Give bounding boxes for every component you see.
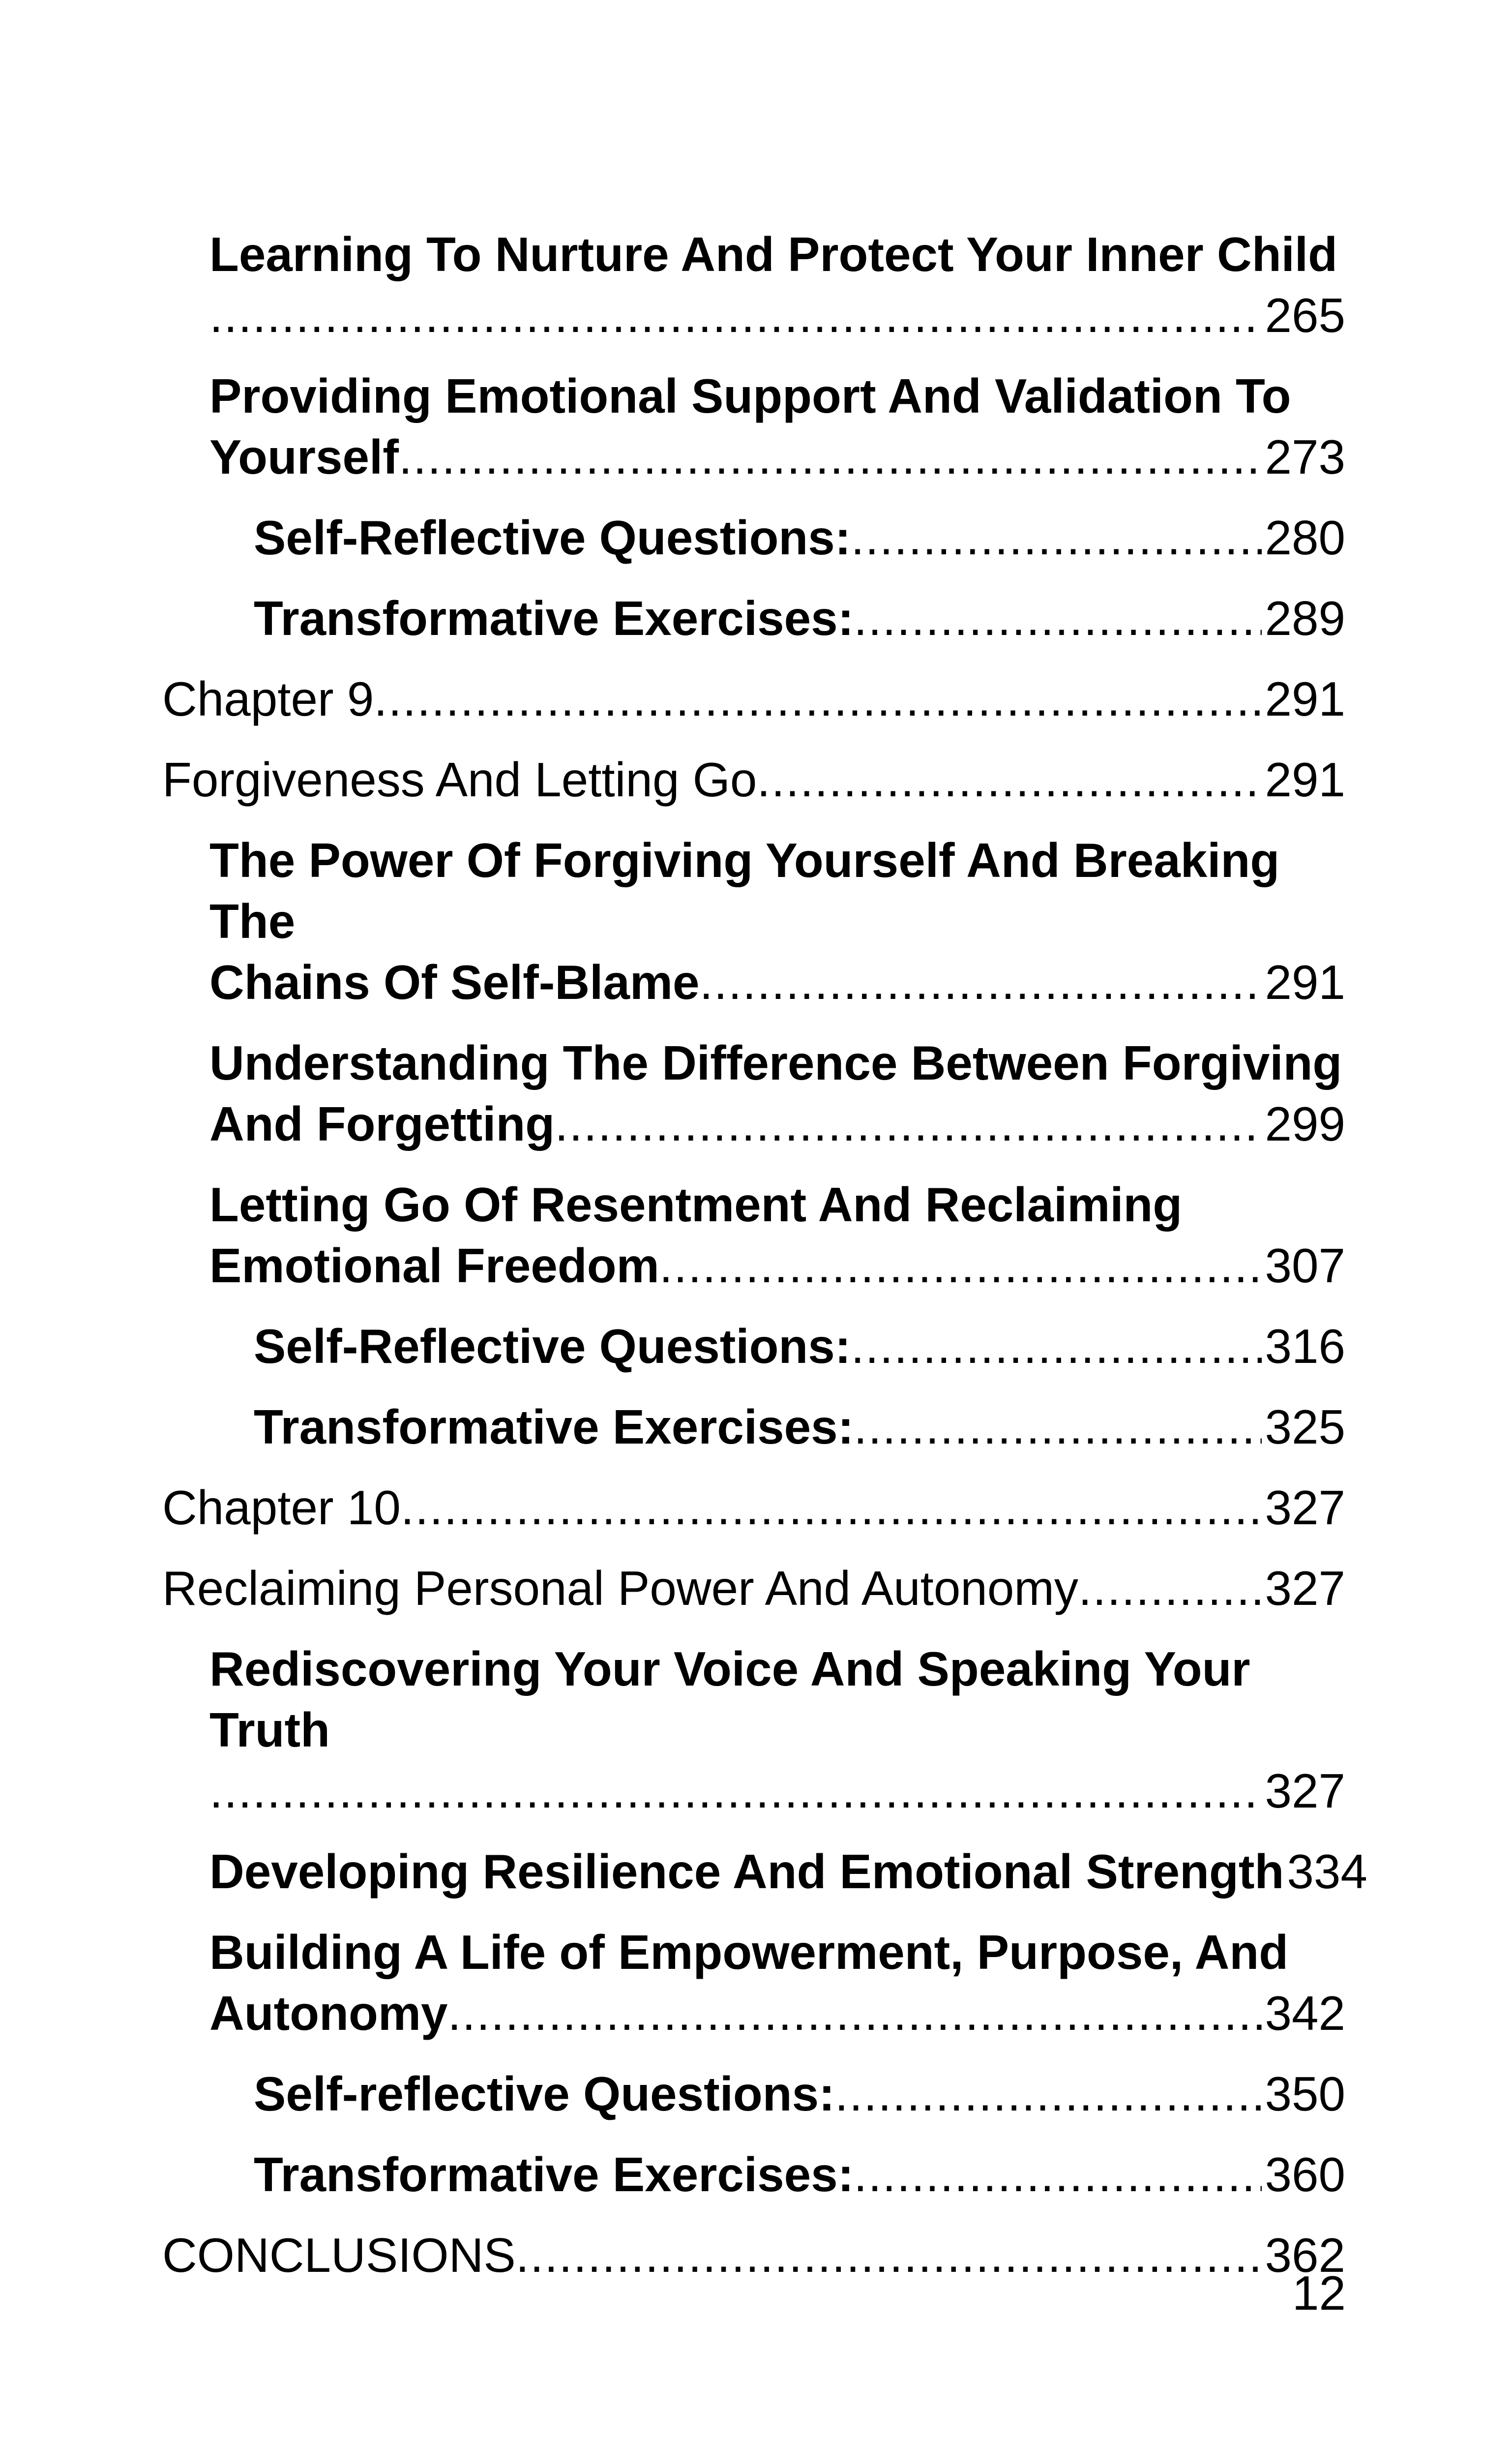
toc-page-number: 334 [1287,1844,1367,1899]
toc-entry-title: Self-Reflective Questions: [254,1319,851,1373]
toc-entry-title: Transformative Exercises: [254,1400,854,1454]
dot-leader [854,588,1262,649]
toc-entry-last-line [162,1477,1345,1538]
toc-entry-last-line [254,588,1345,649]
dot-leader [757,749,1262,810]
dot-leader [401,1477,1262,1538]
toc-entry-last-line [209,1983,1345,2044]
toc-entry-title-line: Rediscovering Your Voice And Speaking Your Truth [209,1642,1250,1757]
toc-page-number: 327 [1265,1480,1345,1535]
toc-page-number: 342 [1265,1986,1345,2040]
dot-leader [835,2063,1262,2124]
toc-entry-title: Self-reflective Questions: [254,2067,835,2121]
toc-entry[interactable] [162,588,1345,649]
toc-entry[interactable] [162,1638,1345,1821]
toc-page-number: 273 [1265,430,1345,484]
toc-page-number: 291 [1265,955,1345,1009]
toc-entry-title-line: Letting Go Of Resentment And Reclaiming [209,1177,1183,1232]
dot-leader [209,285,1262,346]
toc-entry-title: Chains Of Self-Blame [209,955,700,1009]
toc-page-number: 299 [1265,1097,1345,1151]
toc-entry-last-line [254,2144,1345,2205]
dot-leader [1078,1558,1262,1619]
toc-entry[interactable] [162,1922,1345,2044]
toc-entry-last-line [162,1558,1345,1619]
toc-page-number: 360 [1265,2147,1345,2202]
toc-entry-title: Emotional Freedom [209,1238,659,1293]
dot-leader [448,1983,1262,2044]
toc-page-number: 289 [1265,591,1345,645]
toc-entry[interactable] [162,830,1345,1013]
toc-entry-title-line: The Power Of Forgiving Yourself And Breaking The [209,833,1280,948]
toc-entry-last-line [254,1396,1345,1457]
toc-entry[interactable] [162,668,1345,729]
toc-entry-last-line [209,285,1345,346]
dot-leader [399,426,1262,487]
toc-page-number: 350 [1265,2067,1345,2121]
dot-leader [851,507,1262,568]
toc-entry-title-line: Learning To Nurture And Protect Your Inner Child [209,227,1338,281]
dot-leader [700,952,1262,1013]
toc-entry-title: Chapter 10 [162,1480,401,1535]
toc-entry-title-line: Providing Emotional Support And Validation To [209,369,1291,423]
toc-page-number: 327 [1265,1764,1345,1818]
toc-entry[interactable] [162,1477,1345,1538]
toc-page-number: 265 [1265,288,1345,342]
toc-entry-last-line [209,1760,1345,1821]
toc-entry-title-line: Understanding The Difference Between Forgiving [209,1036,1342,1090]
toc-page-number: 291 [1265,672,1345,726]
toc-entry-title: Autonomy [209,1986,448,2040]
toc-entry-last-line [209,1093,1345,1154]
toc-entry[interactable] [162,1558,1345,1619]
dot-leader [374,668,1262,729]
toc-entry[interactable] [162,1396,1345,1457]
toc-entry-title: Yourself [209,430,399,484]
toc-page-number: 325 [1265,1400,1345,1454]
toc-page-number: 307 [1265,1238,1345,1293]
toc-entry-last-line [162,749,1345,810]
toc-entry[interactable] [162,1174,1345,1296]
dot-leader [555,1093,1262,1154]
toc-entry[interactable] [162,365,1345,487]
toc-entry[interactable] [162,1316,1345,1377]
toc-entry-title: Reclaiming Personal Power And Autonomy [162,1561,1079,1615]
dot-leader [659,1235,1262,1296]
toc-page-number: 291 [1265,753,1345,807]
toc-entry-title: Self-Reflective Questions: [254,511,851,565]
toc-entry[interactable] [162,224,1345,346]
toc-entry-title: CONCLUSIONS [162,2228,516,2282]
toc-entry-title: Chapter 9 [162,672,374,726]
dot-leader [516,2225,1262,2286]
toc-page-number: 280 [1265,511,1345,565]
toc-entry[interactable] [162,749,1345,810]
toc-entry-last-line [162,668,1345,729]
toc-page-number: 327 [1265,1561,1345,1615]
toc-entry[interactable] [162,507,1345,568]
dot-leader [854,1396,1262,1457]
toc-entry[interactable] [162,2063,1345,2124]
toc-entry-title: Transformative Exercises: [254,591,854,645]
table-of-contents [162,224,1367,2305]
toc-entry-last-line [209,1235,1345,1296]
toc-entry-title: Transformative Exercises: [254,2147,854,2202]
toc-entry-title-line: Building A Life of Empowerment, Purpose, And [209,1925,1289,1979]
dot-leader [851,1316,1262,1377]
toc-page-number: 316 [1265,1319,1345,1373]
toc-entry[interactable] [162,1032,1345,1154]
toc-entry-last-line [209,952,1345,1013]
toc-entry[interactable] [162,2144,1345,2205]
toc-entry-last-line [254,1316,1345,1377]
toc-entry-last-line [162,2225,1345,2286]
toc-entry[interactable] [162,2225,1345,2286]
dot-leader [209,1760,1262,1821]
dot-leader [854,2144,1262,2205]
toc-entry-title: Forgiveness And Letting Go [162,753,757,807]
toc-page-number: 362 [1265,2228,1345,2282]
toc-entry-title: And Forgetting [209,1097,555,1151]
toc-entry-last-line [254,2063,1345,2124]
toc-entry[interactable] [162,1841,1367,1902]
toc-entry-title: Developing Resilience And Emotional Strength [209,1844,1284,1899]
toc-entry-last-line [209,426,1345,487]
toc-entry-last-line [254,507,1345,568]
toc-entry-last-line [209,1841,1367,1902]
page-number: 12 [1292,2266,1346,2320]
